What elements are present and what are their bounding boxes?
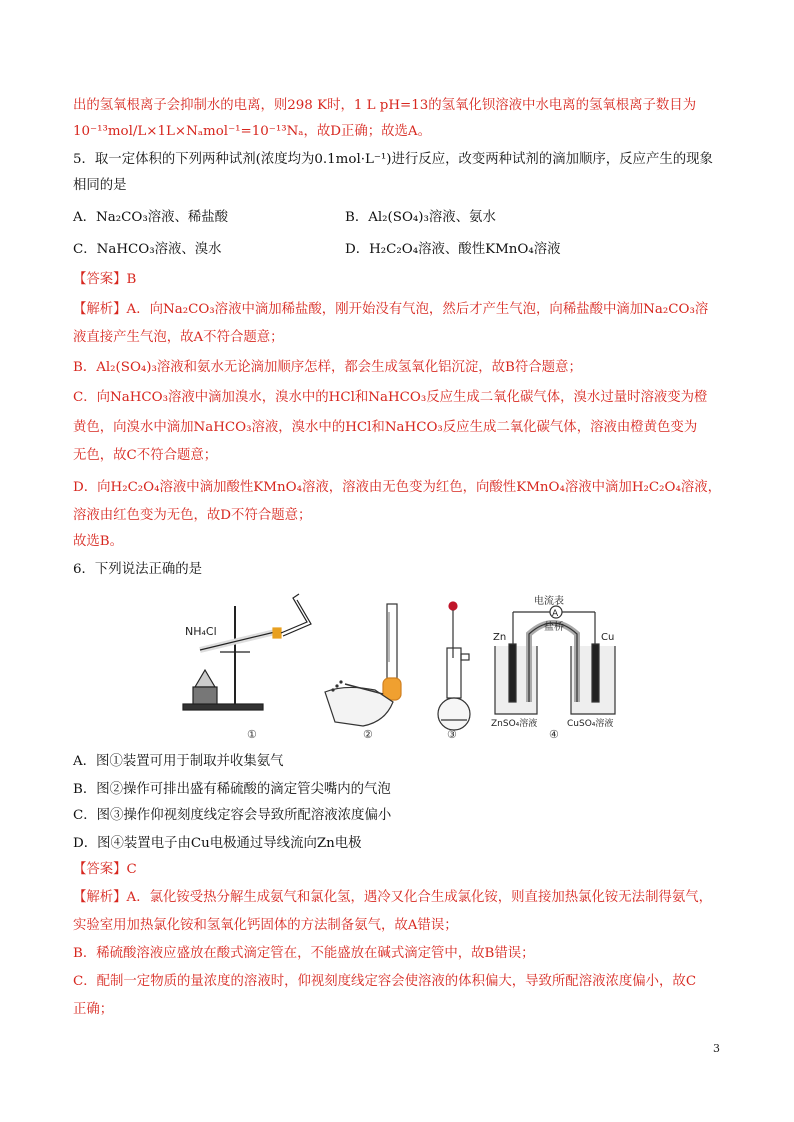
option-a: A．Na₂CO₃溶液、稀盐酸 xyxy=(73,210,229,225)
figure-number-3: ③ xyxy=(447,728,457,741)
explanation-line: 实验室用加热氯化铵和氢氧化钙固体的方法制备氨气，故A错误； xyxy=(73,918,458,933)
apparatus-figure xyxy=(175,592,625,742)
text-line: 出的氢氧根离子会抑制水的电离，则298 K时，1 L pH=13的氢氧化钡溶液中水电离的氢氧根离子数目为 xyxy=(73,98,697,113)
option-c: C．NaHCO₃溶液、溴水 xyxy=(73,242,222,257)
question-5-cont: 相同的是 xyxy=(73,178,127,193)
explanation-line: B．稀硫酸溶液应盛放在酸式滴定管在，不能盛放在碱式滴定管中，故B错误； xyxy=(73,946,535,961)
option-b: B．Al₂(SO₄)₃溶液、氨水 xyxy=(345,210,496,225)
figure-3-volumetric-flask xyxy=(438,602,470,730)
znso4-label: ZnSO₄溶液 xyxy=(491,719,538,729)
option-d: D．图④装置电子由Cu电极通过导线流向Zn电极 xyxy=(73,836,362,851)
option-a: A．图①装置可用于制取并收集氨气 xyxy=(73,754,284,769)
question-5: 5．取一定体积的下列两种试剂(浓度均为0.1mol·L⁻¹)进行反应，改变两种试剂的滴加顺序，反应产生的现象 xyxy=(73,152,713,167)
explanation-line: B．Al₂(SO₄)₃溶液和氨水无论滴加顺序怎样，都会生成氢氧化铝沉淀，故B符合题意； xyxy=(73,360,582,375)
text-line: 10⁻¹³mol/L×1L×Nₐmol⁻¹=10⁻¹³Nₐ，故D正确；故选A。 xyxy=(73,124,431,139)
cuso4-label: CuSO₄溶液 xyxy=(567,719,614,729)
figure-number-4: ④ xyxy=(549,728,559,741)
explanation-line: C．向NaHCO₃溶液中滴加溴水，溴水中的HCl和NaHCO₃反应生成二氧化碳气体，溴水过量时溶液变为橙 xyxy=(73,390,708,405)
page-number: 3 xyxy=(713,1042,720,1055)
figure-1-ammonia-apparatus xyxy=(183,594,311,710)
option-c: C．图③操作仰视刻度线定容会导致所配溶液浓度偏小 xyxy=(73,808,392,823)
option-b: B．图②操作可排出盛有稀硫酸的滴定管尖嘴内的气泡 xyxy=(73,782,391,797)
explanation-line: 溶液由红色变为无色，故D不符合题意； xyxy=(73,508,312,523)
reagent-label: NH₄Cl xyxy=(185,625,217,638)
figure-2-burette-hand xyxy=(325,604,401,726)
cu-electrode-label: Cu xyxy=(601,632,615,643)
explanation-line: C．配制一定物质的量浓度的溶液时，仰视刻度线定容会使溶液的体积偏大，导致所配溶液浓度偏小，故C xyxy=(73,974,697,989)
ammeter-symbol: A xyxy=(552,609,559,619)
question-6: 6．下列说法正确的是 xyxy=(73,562,203,577)
figure-number-1: ① xyxy=(247,728,257,741)
explanation-line: 故选B。 xyxy=(73,534,124,549)
explanation-line: 【解析】A．氯化铵受热分解生成氨气和氯化氢，遇冷又化合生成氯化铵，则直接加热氯化铵无法制得氨气， xyxy=(73,890,713,905)
explanation-line: 【解析】A．向Na₂CO₃溶液中滴加稀盐酸，刚开始没有气泡，然后才产生气泡，向稀盐酸中滴加Na₂CO₃溶 xyxy=(73,302,709,317)
explanation-line: 黄色，向溴水中滴加NaHCO₃溶液，溴水中的HCl和NaHCO₃反应生成二氧化碳气体，溶液由橙黄色变为 xyxy=(73,420,698,435)
figure-number-2: ② xyxy=(363,728,373,741)
explanation-line: 液直接产生气泡，故A不符合题意； xyxy=(73,330,284,345)
salt-bridge-label: 盐桥 xyxy=(544,622,564,633)
answer: 【答案】B xyxy=(73,272,137,287)
option-d: D．H₂C₂O₄溶液、酸性KMnO₄溶液 xyxy=(345,242,561,257)
zn-electrode-label: Zn xyxy=(493,632,507,643)
explanation-line: 正确； xyxy=(73,1002,114,1017)
explanation-line: 无色，故C不符合题意； xyxy=(73,448,218,463)
ammeter-label: 电流表 xyxy=(534,596,564,607)
answer: 【答案】C xyxy=(73,862,137,877)
explanation-line: D．向H₂C₂O₄溶液中滴加酸性KMnO₄溶液，溶液由无色变为红色，向酸性KMnO₄溶液中滴加H₂C₂O₄溶液， xyxy=(73,480,722,495)
